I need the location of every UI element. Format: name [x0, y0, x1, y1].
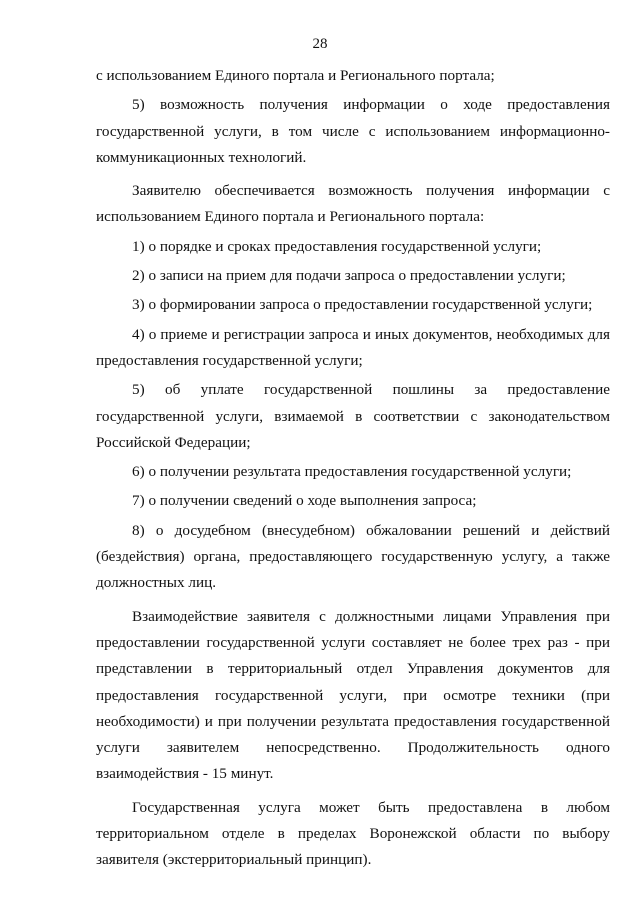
paragraph-5: 2) о записи на прием для подачи запроса о предоставлении услуги;: [132, 267, 566, 285]
paragraph-8: 5) об уплате государственной пошлины за предоставление государственной услуги, взимаемой в соответствии с законодательством Российской Федерации;: [96, 381, 610, 451]
body-text: [96, 63, 610, 874]
paragraph-13: Государственная услуга может быть предоставлена в любом территориальном отделе в пределах Воронежской области по выбору заявителя (экстерриториальный принцип).: [96, 798, 610, 869]
paragraph-9: 6) о получении результата предоставления государственной услуги;: [132, 463, 572, 481]
paragraph-3: Заявителю обеспечивается возможность получения информации с использованием Единого портала и Регионального портала:: [96, 182, 610, 226]
paragraph-7: 4) о приеме и регистрации запроса и иных документов, необходимых для предоставления государственной услуги;: [96, 325, 610, 369]
paragraph-4: 1) о порядке и сроках предоставления государственной услуги;: [132, 237, 542, 255]
paragraph-10: 7) о получении сведений о ходе выполнения запроса;: [132, 492, 477, 510]
paragraph-12: Взаимодействие заявителя с должностными лицами Управления при предоставлении государственной услуги составляет не более трех раз - при представлении в территориальный отдел Управления документов для предоставления государственной услуги, при осмотре техники (при необходимости) и при получении результата предоставления государственной услуги заявителем непосредственно. Продолжительность одного взаимодействия - 15 минут.: [96, 607, 610, 783]
paragraph-1: с использованием Единого портала и Регионального портала;: [96, 67, 495, 84]
paragraph-11: 8) о досудебном (внесудебном) обжаловании решений и действий (бездействия) органа, предоставляющего государственную услугу, а также должностных лиц.: [96, 521, 610, 592]
paragraph-6: 3) о формировании запроса о предоставлении государственной услуги;: [132, 296, 593, 314]
page-number: 28: [312, 36, 328, 52]
paragraph-2: 5) возможность получения информации о ходе предоставления государственной услуги, в том числе с использованием информационно-коммуникационных технологий.: [96, 96, 610, 166]
